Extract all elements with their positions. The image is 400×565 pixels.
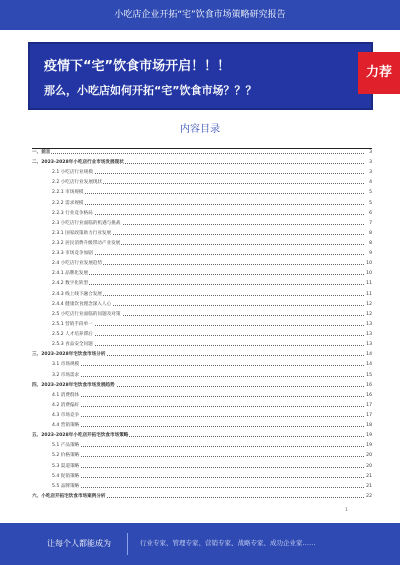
toc-dot-leader — [52, 173, 364, 174]
toc-dot-leader — [52, 204, 364, 205]
toc-entry[interactable] — [32, 452, 372, 459]
toc-entry[interactable] — [32, 483, 372, 490]
toc-entry[interactable] — [32, 382, 372, 389]
toc-entry-label: 2.3.1 国家政策助力行业发展 — [52, 230, 112, 236]
toc-entry-page: 6 — [364, 210, 372, 217]
toc-dot-leader — [52, 406, 364, 407]
toc-entry-label: 2.5.3 食品安全问题 — [52, 342, 93, 348]
toc-entry-label: 2.3.2 居民消费升级带动产业发展 — [52, 241, 121, 247]
toc-entry-page: 17 — [364, 402, 372, 409]
toc-dot-leader — [52, 214, 364, 215]
toc-entry-label: 2.2.1 市场规模 — [52, 190, 84, 196]
toc-entry-page: 17 — [364, 412, 372, 419]
toc-entry-page: 21 — [364, 473, 372, 480]
toc-entry[interactable] — [32, 422, 372, 429]
toc-entry-label: 3.2 市场需求 — [52, 372, 80, 378]
banner-subheadline: 那么，小吃店如何开拓“宅”饮食市场？？？ — [44, 84, 257, 97]
toc-entry[interactable] — [32, 189, 372, 196]
toc-entry-label: 2.1 小吃店行业规模 — [52, 170, 93, 176]
toc-entry[interactable] — [32, 321, 372, 328]
toc-entry-label: 2.4.2 数字化转型 — [52, 281, 89, 287]
toc-entry-label: 2.2.2 需求规模 — [52, 200, 84, 206]
toc-entry-label: 2.4.1 品牌化发展 — [52, 271, 89, 277]
toc-dot-leader — [52, 396, 364, 397]
toc-dot-leader — [52, 446, 364, 447]
toc-entry-label: 六、小吃店开拓宅饮食市场案例分析 — [32, 493, 106, 499]
toc-entry[interactable] — [32, 432, 372, 439]
toc-entry-label: 2.3 小吃店行业面临的机遇与挑战 — [52, 220, 121, 226]
toc-entry-page: 12 — [364, 301, 372, 308]
toc-entry[interactable] — [32, 412, 372, 419]
toc-entry-label: 5.3 渠道策略 — [52, 463, 80, 469]
toc-entry-label: 2.4 小吃店行业发展趋势 — [52, 261, 103, 267]
toc-entry[interactable] — [32, 463, 372, 470]
toc-entry-page: 14 — [364, 361, 372, 368]
toc-entry-label: 一、前言 — [32, 150, 51, 155]
promo-banner — [28, 42, 373, 110]
toc-dot-leader — [52, 284, 364, 285]
toc-entry-label: 三、2023-2028年宅饮食市场分析 — [32, 352, 106, 358]
toc-entry-page: 10 — [364, 260, 372, 267]
toc-entry[interactable] — [32, 341, 372, 348]
footer-bar — [0, 523, 400, 565]
toc-entry[interactable] — [32, 442, 372, 449]
toc-entry[interactable] — [32, 250, 372, 257]
toc-entry-label: 2.5.2 人才培养滞后 — [52, 332, 93, 338]
toc-entry-page: 20 — [364, 452, 372, 459]
toc-entry-label: 2.2 小吃店行业发展现状 — [52, 180, 103, 186]
toc-entry[interactable] — [32, 473, 372, 480]
footer-slogan: 让每个人都能成为 — [47, 539, 111, 548]
toc-dot-leader — [52, 274, 364, 275]
toc-entry-label: 2.3.3 市场竞争加剧 — [52, 251, 93, 257]
toc-entry-label: 2.2.3 行业竞争格局 — [52, 210, 93, 216]
toc-entry[interactable] — [32, 361, 372, 368]
toc-entry-label: 4.3 市场竞争 — [52, 412, 80, 418]
toc-entry[interactable] — [32, 149, 372, 156]
footer-divider — [127, 533, 128, 555]
toc-entry-page: 9 — [364, 250, 372, 257]
toc-entry-page: 15 — [364, 372, 372, 379]
toc-entry-page: 22 — [364, 493, 372, 500]
toc-entry[interactable] — [32, 179, 372, 186]
toc-entry[interactable] — [32, 372, 372, 379]
toc-entry-label: 5.1 产品策略 — [52, 443, 80, 449]
toc-entry-label: 二、2023-2028年小吃店行业市场发展现状 — [32, 160, 124, 166]
toc-entry-page: 21 — [364, 483, 372, 490]
toc-entry-label: 5.4 促销策略 — [52, 473, 80, 479]
toc-entry[interactable] — [32, 210, 372, 217]
toc-entry-page: 10 — [364, 270, 372, 277]
toc-entry-label: 5.5 品牌策略 — [52, 483, 80, 489]
toc-dot-leader — [52, 254, 364, 255]
toc-entry[interactable] — [32, 351, 372, 358]
toc-entry-page: 19 — [364, 442, 372, 449]
toc-dot-leader — [52, 426, 364, 427]
toc-dot-leader — [52, 477, 364, 478]
banner-headline: 疫情下“宅”饮食市场开启！！！ — [44, 59, 231, 74]
toc-entry[interactable] — [32, 169, 372, 176]
toc-entry[interactable] — [32, 200, 372, 207]
toc-entry[interactable] — [32, 392, 372, 399]
toc-entry-page: 3 — [364, 149, 372, 156]
toc-entry[interactable] — [32, 220, 372, 227]
header-title: 小吃店企业开拓“宅”饮食市场策略研究报告 — [114, 10, 286, 20]
toc-entry-page: 16 — [364, 392, 372, 399]
toc-entry-label: 3.1 市场规模 — [52, 362, 80, 368]
toc-dot-leader — [52, 335, 364, 336]
toc-entry[interactable] — [32, 331, 372, 338]
toc-entry-page: 8 — [364, 230, 372, 237]
toc-entry-label: 4.4 营销策略 — [52, 423, 80, 429]
toc-entry[interactable] — [32, 493, 372, 500]
brand-logo: 力荐 — [358, 52, 400, 94]
toc-entry-page: 16 — [364, 382, 372, 389]
toc-dot-leader — [52, 325, 364, 326]
toc-entry-page: 4 — [364, 179, 372, 186]
toc-entry[interactable] — [32, 240, 372, 247]
toc-entry-page: 14 — [364, 351, 372, 358]
toc-entry[interactable] — [32, 301, 372, 308]
toc-entry-page: 13 — [364, 341, 372, 348]
toc-dot-leader — [52, 487, 364, 488]
toc-entry[interactable] — [32, 260, 372, 267]
toc-entry-label: 四、2023-2028年宅饮食市场发展趋势 — [32, 382, 115, 388]
toc-entry[interactable] — [32, 311, 372, 318]
toc-entry-page: 13 — [364, 331, 372, 338]
toc-entry[interactable] — [32, 159, 372, 166]
toc-entry-page: 11 — [364, 291, 372, 298]
toc-entry-page: 12 — [364, 311, 372, 318]
toc-entry[interactable] — [32, 402, 372, 409]
toc-entry-label: 2.5 小吃店行业面临的问题及对策 — [52, 311, 121, 317]
toc-entry-page: 20 — [364, 463, 372, 470]
toc-entry-label: 2.4.4 健康饮食理念深入人心 — [52, 301, 112, 307]
toc-dot-leader — [32, 153, 364, 154]
toc-entry-page: 3 — [364, 159, 372, 166]
toc-entry-label: 4.1 消费群体 — [52, 392, 80, 398]
toc-dot-leader — [52, 467, 364, 468]
toc-entry-page: 19 — [364, 432, 372, 439]
toc-entry-label: 2.4.3 线上线下融合发展 — [52, 291, 102, 297]
toc-entry-page: 8 — [364, 240, 372, 247]
table-of-contents — [32, 149, 372, 503]
toc-entry-label: 5.2 价格策略 — [52, 453, 80, 459]
toc-entry[interactable] — [32, 230, 372, 237]
toc-entry-page: 18 — [364, 422, 372, 429]
toc-entry-page: 11 — [364, 280, 372, 287]
toc-entry-label: 2.5.1 营销手段单一 — [52, 321, 93, 327]
page-number: 1 — [345, 508, 348, 513]
toc-entry[interactable] — [32, 291, 372, 298]
toc-entry[interactable] — [32, 280, 372, 287]
toc-dot-leader — [52, 456, 364, 457]
toc-entry-page: 13 — [364, 321, 372, 328]
toc-dot-leader — [52, 376, 364, 377]
footer-tagline: 行业专家、管理专家、营销专家、战略专家、成功企业家…… — [140, 539, 316, 547]
toc-dot-leader — [52, 365, 364, 366]
toc-dot-leader — [52, 345, 364, 346]
header-bar — [0, 0, 400, 30]
toc-title: 内容目录 — [180, 124, 220, 135]
toc-dot-leader — [52, 416, 364, 417]
toc-entry-page: 5 — [364, 189, 372, 196]
toc-entry-page: 3 — [364, 169, 372, 176]
toc-entry-page: 7 — [364, 220, 372, 227]
toc-entry[interactable] — [32, 270, 372, 277]
toc-entry-label: 五、2023-2028年小吃店开拓宅饮食市场策略 — [32, 433, 129, 439]
toc-dot-leader — [52, 193, 364, 194]
toc-entry-page: 5 — [364, 200, 372, 207]
toc-entry-label: 4.2 消费偏好 — [52, 402, 80, 408]
